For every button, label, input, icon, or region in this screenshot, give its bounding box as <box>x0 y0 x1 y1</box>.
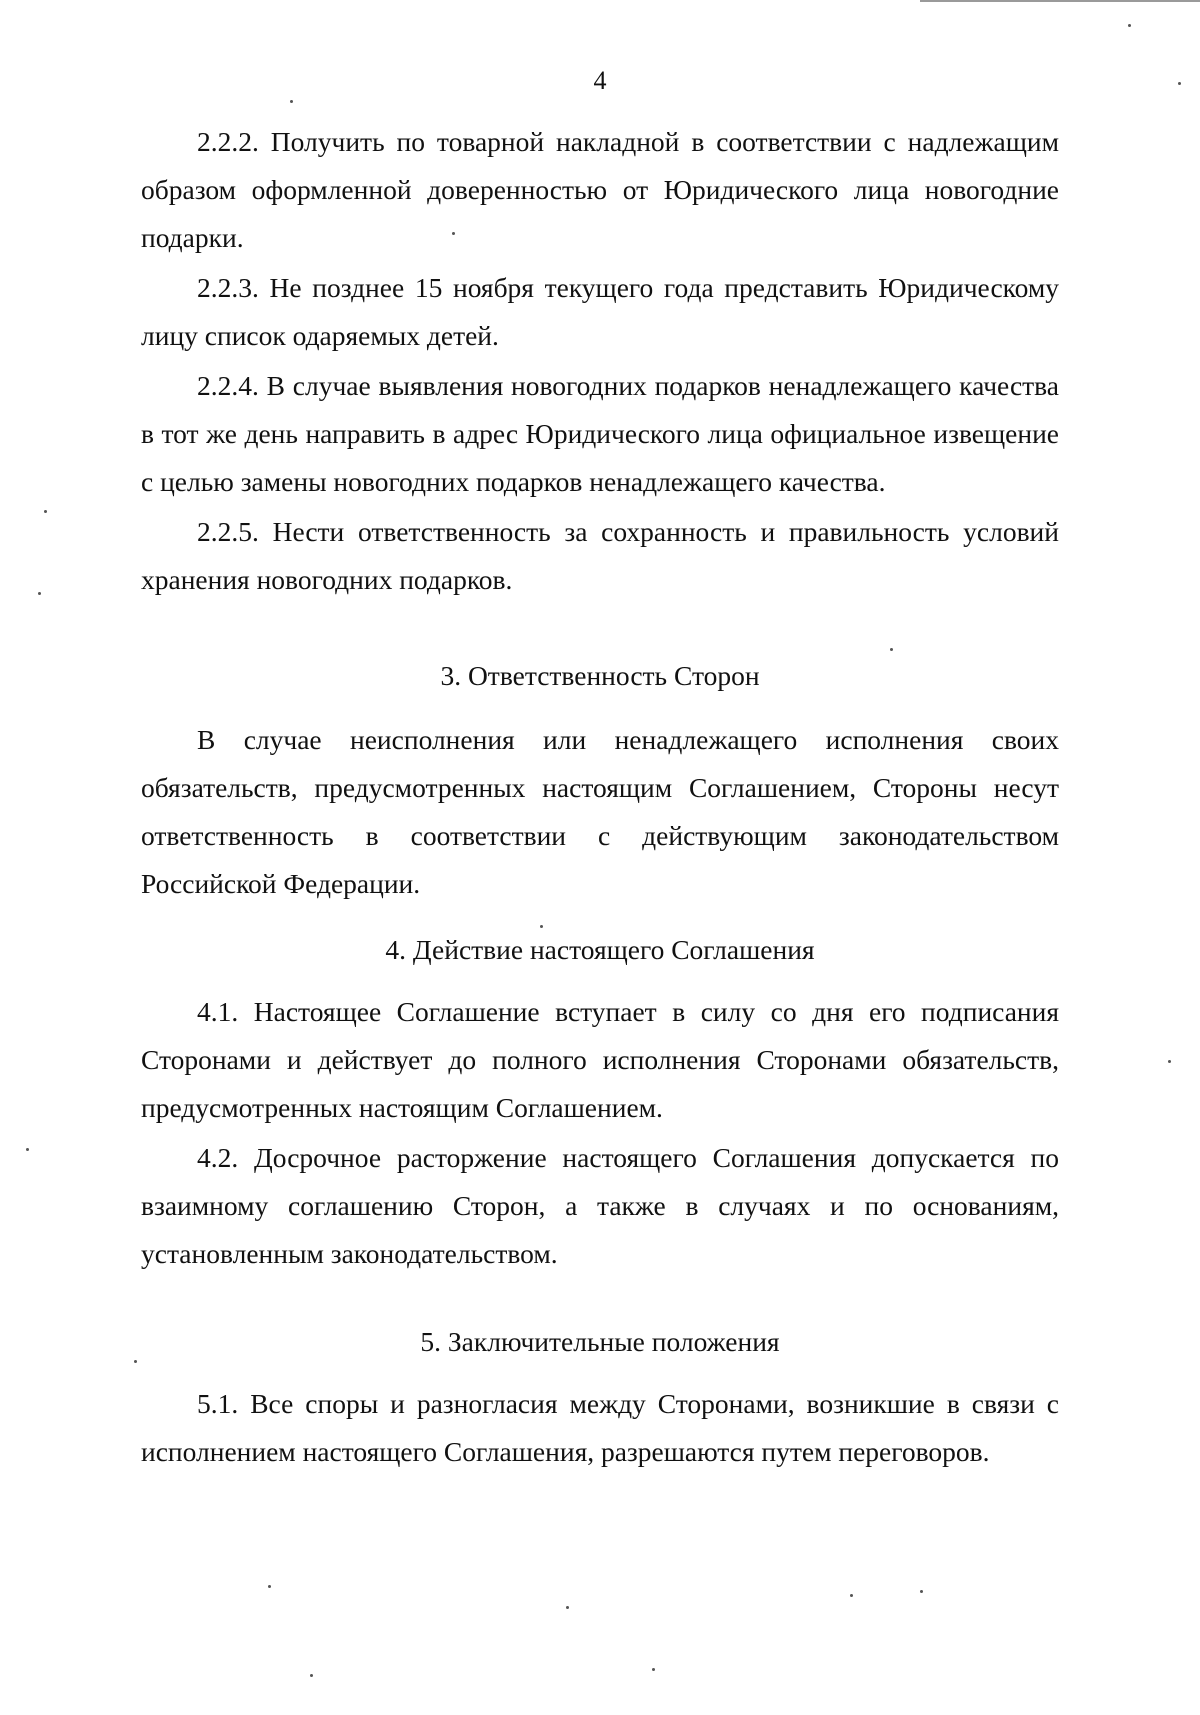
scan-speck <box>652 1668 655 1671</box>
scan-speck <box>890 648 893 651</box>
section-3-heading: 3. Ответственность Сторон <box>440 660 760 691</box>
scan-speck <box>290 100 293 103</box>
scan-speck <box>920 1590 923 1593</box>
scan-edge-line <box>920 0 1200 2</box>
scan-speck <box>566 1606 569 1609</box>
scan-speck <box>26 1148 29 1151</box>
scan-speck <box>1178 82 1181 85</box>
section-5-heading: 5. Заключительные положения <box>420 1326 780 1357</box>
scan-speck <box>310 1674 313 1677</box>
clause-2-2-4: 2.2.4. В случае выявления новогодних подарков ненадлежащего качества в тот же день направить в адрес Юридического лица официальное извещение с целью замены новогодних подарков ненадлежащего качества. <box>141 370 1059 497</box>
document-body <box>141 118 1059 1478</box>
section-3-text: В случае неисполнения или ненадлежащего исполнения своих обязательств, предусмотренных настоящим Соглашением, Стороны несут ответственность в соответствии с действующим законодательством Российской Федерации. <box>141 724 1059 899</box>
scan-speck <box>268 1585 271 1588</box>
clause-4-2: 4.2. Досрочное расторжение настоящего Соглашения допускается по взаимному соглашению Сторон, а также в случаях и по основаниям, установленным законодательством. <box>141 1142 1059 1269</box>
section-4-heading: 4. Действие настоящего Соглашения <box>385 934 815 965</box>
scan-speck <box>540 925 543 928</box>
clause-4-1: 4.1. Настоящее Соглашение вступает в силу со дня его подписания Сторонами и действует до полного исполнения Сторонами обязательств, предусмотренных настоящим Соглашением. <box>141 996 1059 1123</box>
scan-speck <box>1128 24 1131 27</box>
page-number: 4 <box>593 66 607 95</box>
clause-2-2-3: 2.2.3. Не позднее 15 ноября текущего года представить Юридическому лицу список одаряемых детей. <box>141 272 1059 351</box>
scan-speck <box>850 1594 853 1597</box>
clause-2-2-2: 2.2.2. Получить по товарной накладной в соответствии с надлежащим образом оформленной доверенностью от Юридического лица новогодние подарки. <box>141 126 1059 253</box>
clause-5-1: 5.1. Все споры и разногласия между Сторонами, возникшие в связи с исполнением настоящего Соглашения, разрешаются путем переговоров. <box>141 1388 1059 1467</box>
scan-speck <box>452 232 455 235</box>
scan-speck <box>44 510 47 513</box>
scan-speck <box>38 592 41 595</box>
scan-speck <box>134 1360 137 1363</box>
clause-2-2-5: 2.2.5. Нести ответственность за сохранность и правильность условий хранения новогодних подарков. <box>141 516 1059 595</box>
scan-speck <box>1168 1060 1171 1063</box>
